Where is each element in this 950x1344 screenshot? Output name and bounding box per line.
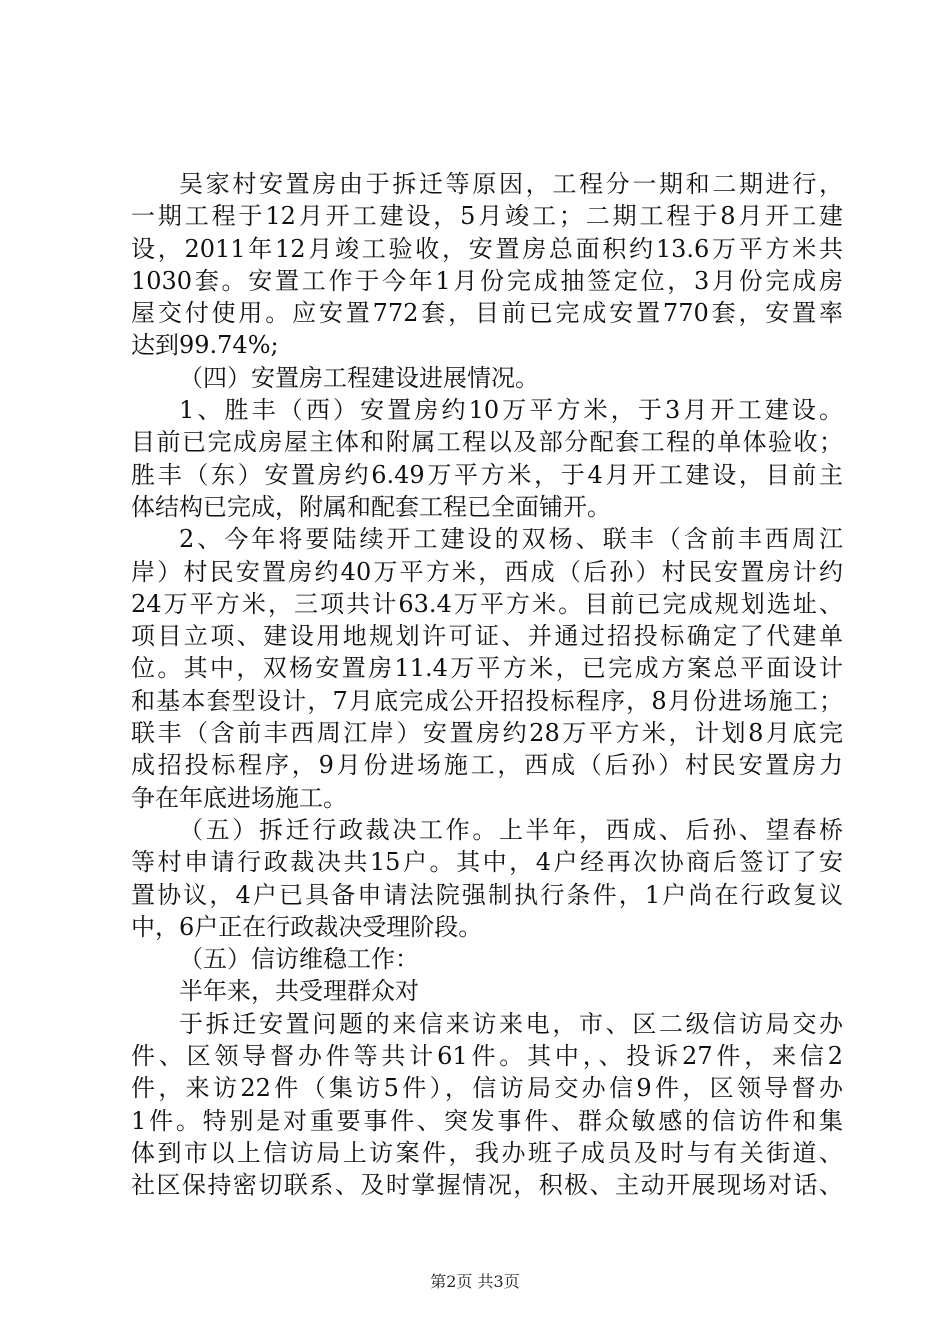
section-heading: （四）安置房工程建设进展情况。 [179,363,539,392]
page-number: 第2页 共3页 [430,1272,520,1291]
section-heading: （五）拆迁行政裁决工作。上半年，西成、后孙、望春桥 [179,815,843,844]
section-heading: （五）信访维稳工作： [179,945,419,974]
text-line: 24万平方米，三项共计63.4万平方米。目前已完成规划选址、 [131,589,843,618]
text-line: 1件。特别是对重要事件、突发事件、群众敏感的信访件和集 [131,1106,843,1135]
text-line: 争在年底进场施工。 [131,783,347,812]
text-line: 1030套。安置工作于今年1月份完成抽签定位，3月份完成房 [131,266,843,295]
text-line: 位。其中，双杨安置房11.4万平方米，已完成方案总平面设计 [131,654,843,683]
text-line: 件、区领导督办件等共计61件。其中，、投诉27件，来信2 [131,1042,843,1071]
text-line: 中，6户正在行政裁决受理阶段。 [131,912,483,941]
document-body [131,168,843,1202]
text-line: 等村申请行政裁决共15户。其中，4户经再次协商后签订了安 [131,848,843,877]
text-line: 目前已完成房屋主体和附属工程以及部分配套工程的单体验收； [131,428,843,457]
text-line: 一期工程于12月开工建设，5月竣工；二期工程于8月开工建 [131,202,843,231]
text-line: 达到99.74%; [131,331,279,360]
text-line: 吴家村安置房由于拆迁等原因，工程分一期和二期进行， [179,170,843,198]
text-line: 设，2011年12月竣工验收，安置房总面积约13.6万平方米共 [131,234,843,263]
text-line: 和基本套型设计，7月底完成公开招投标程序，8月份进场施工； [131,686,843,715]
text-line: 件，来访22件（集访5件），信访局交办信9件，区领导督办 [131,1074,843,1103]
text-line: 屋交付使用。应安置772套，目前已完成安置770套，安置率 [131,299,843,328]
text-line: 置协议，4户已具备申请法院强制执行条件，1户尚在行政复议 [131,880,843,909]
text-line: 岸）村民安置房约40万平方米，西成（后孙）村民安置房计约 [131,557,843,586]
text-line: 体结构已完成，附属和配套工程已全面铺开。 [131,492,611,521]
text-line: 于拆迁安置问题的来信来访来电，市、区二级信访局交办 [179,1009,843,1038]
text-line: 半年来，共受理群众对 [179,977,419,1006]
text-line: 社区保持密切联系、及时掌握情况，积极、主动开展现场对话、 [131,1171,843,1200]
text-line: 项目立项、建设用地规划许可证、并通过招投标确定了代建单 [131,622,843,651]
text-line: 体到市以上信访局上访案件，我办班子成员及时与有关街道、 [131,1138,843,1167]
text-line: 胜丰（东）安置房约6.49万平方米，于4月开工建设，目前主 [131,460,843,489]
text-line: 2、今年将要陆续开工建设的双杨、联丰（含前丰西周江 [179,525,843,554]
text-line: 成招投标程序，9月份进场施工，西成（后孙）村民安置房力 [131,751,843,780]
text-line: 1、胜丰（西）安置房约10万平方米，于3月开工建设。 [179,396,843,425]
text-line: 联丰（含前丰西周江岸）安置房约28万平方米，计划8月底完 [131,719,843,748]
